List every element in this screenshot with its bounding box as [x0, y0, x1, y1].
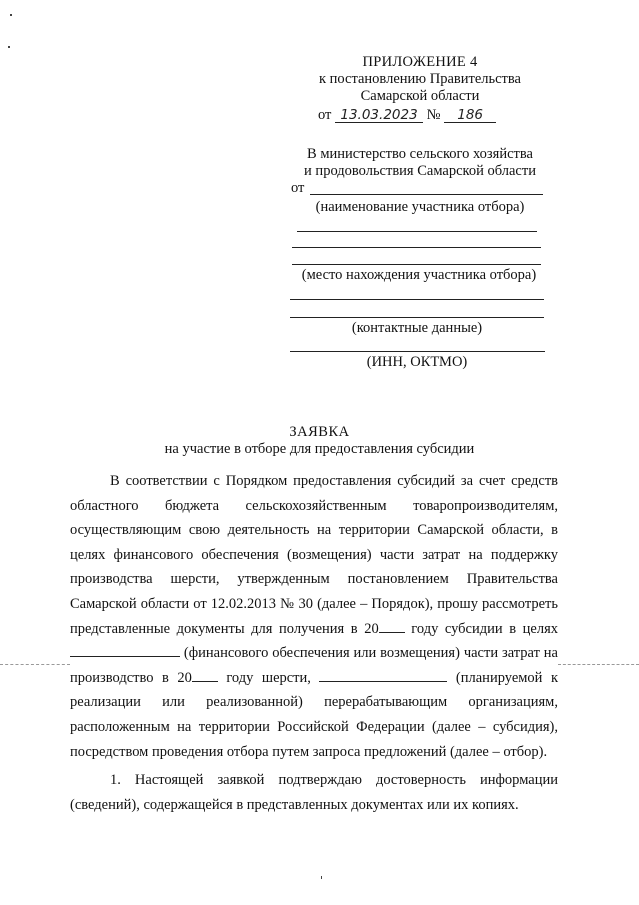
from-prefix: от — [291, 180, 305, 196]
blank-line — [292, 247, 541, 248]
blank-line — [290, 299, 544, 300]
contacts-line — [290, 317, 544, 318]
caption-inn: (ИНН, ОКТМО) — [366, 354, 468, 370]
appendix-title: ПРИЛОЖЕНИЕ 4 — [362, 54, 478, 70]
paragraph-2 — [70, 768, 558, 817]
appendix-header — [280, 54, 560, 105]
handwritten-date: 13.03.2023 — [335, 108, 423, 123]
caption-participant-name: (наименование участника отбора) — [315, 199, 525, 215]
inn-line — [290, 351, 545, 352]
wool-blank — [319, 669, 447, 682]
caption-participant-location: (место нахождения участника отбора) — [301, 267, 537, 283]
para1-part-c: (финансового обеспечения или возмещения) части затрат на производство в 20 — [70, 645, 558, 686]
body-text — [70, 469, 558, 817]
para2-text: 1. Настоящей заявкой подтверждаю достоверность информации (сведений), содержащейся в представленных документах или их копиях. — [70, 772, 558, 813]
scan-artifact — [558, 664, 639, 665]
document-subtitle: на участие в отборе для предоставления субсидии — [164, 441, 475, 457]
appendix-line2: Самарской области — [360, 88, 480, 104]
document-title: ЗАЯВКА — [289, 424, 350, 440]
date-prefix: от — [318, 107, 332, 123]
purpose-blank — [70, 644, 180, 657]
addressee-block — [290, 146, 550, 180]
participant-location-line — [292, 264, 541, 265]
caption-contacts: (контактные данные) — [351, 320, 483, 336]
scan-artifact — [0, 664, 70, 665]
number-prefix: № — [426, 107, 441, 123]
paragraph-1 — [70, 469, 558, 764]
para1-part-d: году шерсти, — [217, 669, 320, 686]
scan-mark — [321, 876, 322, 879]
year-blank-1 — [379, 620, 405, 633]
year-blank-2 — [192, 669, 218, 682]
addressee-line2: и продовольствия Самарской области — [304, 163, 536, 179]
para1-part-b: году субсидии в целях — [404, 620, 558, 637]
scan-mark — [8, 46, 10, 48]
addressee-line1: В министерство сельского хозяйства — [307, 146, 533, 162]
para1-part-a: В соответствии с Порядком предоставления субсидий за счет средств областного бюджета сельскохозяйственным товаропроизводителям, осуществляющим свою деятельность на территории Самарской области, в целях финансового обеспечения (возмещения) части затрат на поддержку производства шерсти, утвержденным постановлением Правительства Самарской области от 12.02.2013 № 30 (далее – Порядок), прошу рассмотреть представленные документы для получения в 20 — [70, 473, 558, 637]
appendix-line1: к постановлению Правительства — [319, 71, 521, 87]
appendix-date-line — [318, 107, 496, 124]
scan-mark — [10, 14, 12, 16]
participant-name-line — [310, 194, 543, 195]
para1-part-e: (планируемой к реализации или реализованной) перерабатывающим организациям, расположенным на территории Российской Федерации (далее – субсидия), посредством проведения отбора путем запроса предложений (далее – отбор). — [70, 669, 558, 760]
handwritten-number: 186 — [444, 108, 496, 123]
blank-line — [297, 231, 537, 232]
